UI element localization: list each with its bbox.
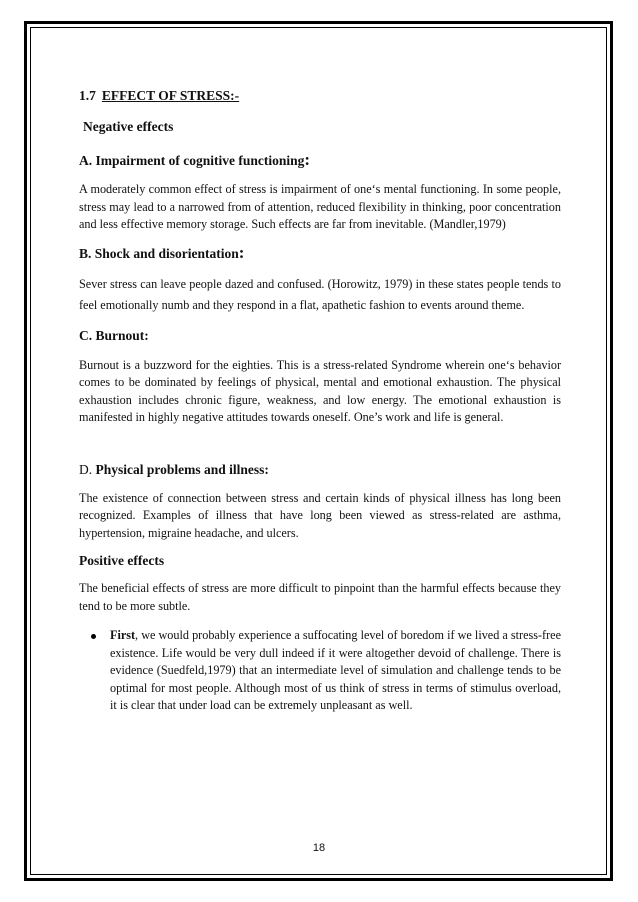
physical-heading <box>79 462 561 478</box>
physical-heading-prefix: D. <box>79 461 96 477</box>
physical-heading-text: Physical problems and illness: <box>95 461 269 477</box>
shock-heading-text: B. Shock and disorientation <box>79 245 239 261</box>
shock-heading-colon: : <box>238 242 245 262</box>
section-title: EFFECT OF STRESS:- <box>101 88 240 103</box>
physical-paragraph: The existence of connection between stress and certain kinds of physical illness has long been recognized. Examples of illness that have long been viewed as stress-related are asthma, hypertension, migraine headache, and ulcers. <box>79 490 561 540</box>
section-heading <box>79 88 561 104</box>
bullet-icon <box>91 634 96 639</box>
negative-effects-heading: Negative effects <box>83 119 174 134</box>
burnout-paragraph: Burnout is a buzzword for the eighties. This is a stress-related Syndrome wherein one‘s behavior comes to be dominated by feelings of physical, mental and emotional exhaustion. The physical exhaustion includes chronic figure, weakness, and low energy. The emotional exhaustion is manifested in highly negative attitudes towards oneself. One’s work and life is general. <box>79 357 561 424</box>
impairment-heading <box>79 150 561 170</box>
burnout-heading: C. Burnout: <box>79 327 149 343</box>
list-item <box>79 627 561 715</box>
page-number: 18 <box>312 842 326 854</box>
impairment-paragraph: A moderately common effect of stress is impairment of one‘s mental functioning. In some people, stress may lead to a narrowed from of attention, reduced flexibility in thinking, poor concentration and less effective memory storage. Such effects are far from inevitable. (Mandler,1979) <box>79 182 561 231</box>
impairment-heading-text: A. Impairment of cognitive functioning <box>79 153 305 168</box>
bullet-text: , we would probably experience a suffocating level of boredom if we lived a stress-free existence. Life would be very dull indeed if it were altogether devoid of challenge. There is evidence (Suedfeld,1979) that an intermediate level of simulation and challenge tends to be optimal for most people. Although most of us think of stress in terms of stimulus overload, it is clear that under load can be extremely unpleasant as well. <box>110 628 561 712</box>
positive-effects-heading: Positive effects <box>79 553 165 568</box>
bullet-lead: First <box>110 628 136 642</box>
positive-intro-paragraph: The beneficial effects of stress are more difficult to pinpoint than the harmful effects because they tend to be more subtle. <box>79 581 561 613</box>
shock-heading <box>79 243 561 263</box>
section-number: 1.7 <box>79 88 96 103</box>
page-content <box>79 88 561 715</box>
impairment-heading-colon: : <box>304 150 311 169</box>
positive-bullet-list <box>79 627 561 715</box>
shock-paragraph: Sever stress can leave people dazed and confused. (Horowitz, 1979) in these states people tends to feel emotionally numb and they respond in a flat, apathetic fashion to events around theme. <box>79 276 561 312</box>
